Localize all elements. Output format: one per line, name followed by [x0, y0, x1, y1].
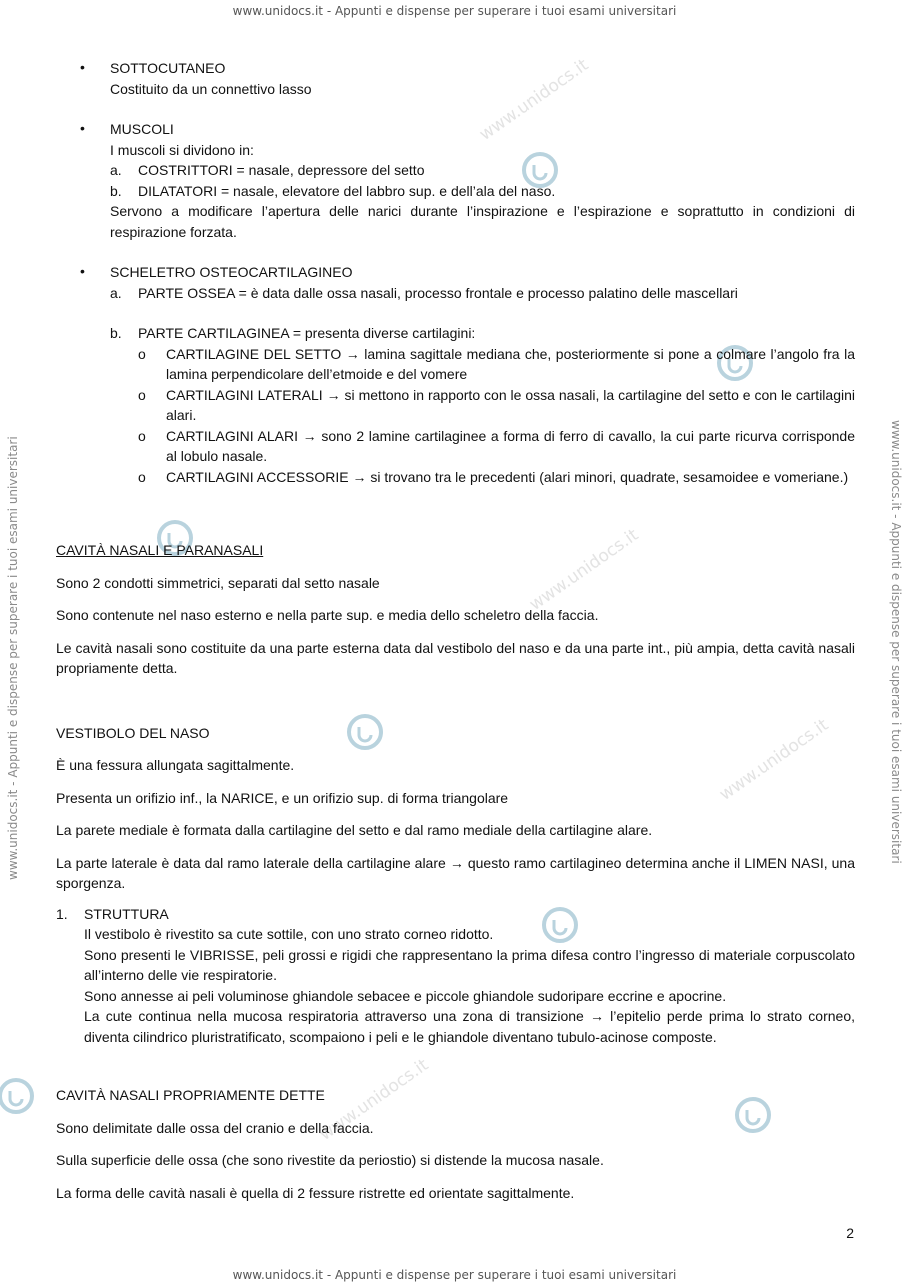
list-item [110, 283, 855, 304]
section-note: Servono a modificare l’apertura delle narici durante l’inspirazione e l’espirazione e soprattutto in condizioni di respirazione forzata. [110, 203, 855, 240]
unidocs-logo-icon [0, 1076, 36, 1116]
section-title: SOTTOCUTANEO [110, 60, 226, 76]
list-marker: a. [110, 284, 122, 301]
list-item [138, 344, 855, 385]
list-item-text: PARTE CARTILAGINEA = presenta diverse cartilagini: [138, 325, 476, 341]
section-title: SCHELETRO OSTEOCARTILAGINEO [110, 264, 353, 280]
heading-vestibolo: VESTIBOLO DEL NASO [56, 724, 210, 741]
page-content [56, 58, 855, 1215]
list-item [110, 160, 855, 181]
list-marker: o [138, 427, 146, 444]
paragraph: La forma delle cavità nasali è quella di 2 fessure ristrette ed orientate sagittalmente. [56, 1184, 575, 1201]
paragraph: La parete mediale è formata dalla cartilagine del setto e dal ramo mediale della cartilagine alare. [56, 822, 653, 838]
paragraph: Sono 2 condotti simmetrici, separati dal setto nasale [56, 574, 380, 591]
paragraph: Presenta un orifizio inf., la NARICE, e un orifizio sup. di forma triangolare [56, 789, 509, 806]
paragraph: La parte laterale è data dal ramo laterale della cartilagine alare → questo ramo cartilagineo determina anche il LIMEN NASI, una sporgenza. [56, 854, 855, 891]
section-title: MUSCOLI [110, 121, 174, 137]
section-scheletro [56, 262, 855, 487]
watermark-bottom: www.unidocs.it - Appunti e dispense per superare i tuoi esami universitari [232, 1268, 677, 1282]
paragraph: La cute continua nella mucosa respiratoria attraverso una zona di transizione → l’epitelio perde prima lo strato corneo, diventa cilindrico pluristratificato, scompaiono i peli e le ghiandole diventano tubulo-acinose composte. [84, 1008, 855, 1045]
watermark-faint: www.unidocs.it [475, 55, 593, 145]
section-intro: I muscoli si dividono in: [110, 141, 254, 158]
section-text: Costituito da un connettivo lasso [110, 80, 312, 97]
bullet-icon: • [80, 120, 85, 136]
list-marker: o [138, 345, 146, 362]
paragraph: Il vestibolo è rivestito sa cute sottile, con uno strato corneo ridotto. [84, 926, 494, 942]
paragraph: Le cavità nasali sono costituite da una parte esterna data dal vestibolo del naso e da una parte int., più ampia, detta cavità nasali propriamente detta. [56, 639, 855, 676]
paragraph: Sono presenti le VIBRISSE, peli grossi e rigidi che rappresentano la prima difesa contro l’ingresso di materiale corpuscolato all’interno delle vie respiratorie. [84, 946, 855, 983]
bullet-icon: • [80, 263, 85, 279]
page-number: 2 [846, 1225, 854, 1241]
list-item-text: CARTILAGINI LATERALI → si mettono in rapporto con le ossa nasali, la cartilagine del setto e con le cartilagini alari. [166, 386, 855, 423]
list-item-struttura [56, 904, 855, 1048]
paragraph: Sulla superficie delle ossa (che sono rivestite da periostio) si distende la mucosa nasale. [56, 1152, 604, 1168]
list-item-text: PARTE OSSEA = è data dalle ossa nasali, processo frontale e processo palatino delle mascellari [138, 284, 738, 301]
list-item-text: CARTILAGINE DEL SETTO → lamina sagittale mediana che, posteriormente si pone a colmare l’angolo fra la lamina perpendicolare dell’etmoide e del vomere [166, 345, 855, 382]
list-marker: b. [110, 182, 122, 199]
watermark-left: www.unidocs.it - Appunti e dispense per superare i tuoi esami universitari [6, 436, 20, 880]
list-item-text: COSTRITTORI = nasale, depressore del setto [138, 162, 425, 178]
list-item [110, 181, 855, 202]
bullet-icon: • [80, 59, 85, 75]
list-item [138, 467, 855, 488]
list-item [138, 426, 855, 467]
paragraph: Sono contenute nel naso esterno e nella parte sup. e media dello scheletro della faccia. [56, 607, 599, 623]
section-muscoli [56, 119, 855, 242]
paragraph: Sono delimitate dalle ossa del cranio e della faccia. [56, 1119, 374, 1136]
watermark-faint: www.unidocs.it [715, 715, 833, 805]
heading-cavita: CAVITÀ NASALI E PARANASALI [56, 542, 264, 558]
paragraph: È una fessura allungata sagittalmente. [56, 757, 295, 773]
list-item-text: CARTILAGINI ACCESSORIE → si trovano tra le precedenti (alari minori, quadrate, sesamoidee e vomeriane.) [166, 468, 849, 485]
list-item-text: CARTILAGINI ALARI → sono 2 lamine cartilaginee a forma di ferro di cavallo, la cui parte ricurva corrisponde al lobulo nasale. [166, 427, 855, 464]
paragraph: Sono annesse ai peli voluminose ghiandole sebacee e piccole ghiandole sudoripare eccrine e apocrine. [84, 987, 727, 1004]
list-marker: o [138, 468, 146, 485]
list-item-text: DILATATORI = nasale, elevatore del labbro sup. e dell’ala del naso. [138, 182, 556, 199]
list-marker: b. [110, 325, 122, 341]
list-marker: 1. [56, 905, 68, 922]
list-item [110, 323, 855, 487]
watermark-faint: www.unidocs.it [525, 525, 643, 615]
subsection-title: STRUTTURA [84, 905, 169, 922]
watermark-right: www.unidocs.it - Appunti e dispense per superare i tuoi esami universitari [889, 420, 903, 864]
list-item [138, 385, 855, 426]
watermark-top: www.unidocs.it - Appunti e dispense per superare i tuoi esami universitari [232, 4, 677, 18]
section-sottocutaneo [56, 58, 855, 99]
list-marker: o [138, 386, 146, 403]
watermark-faint: www.unidocs.it [315, 1055, 433, 1145]
heading-propriamente: CAVITÀ NASALI PROPRIAMENTE DETTE [56, 1087, 325, 1103]
list-marker: a. [110, 162, 122, 178]
